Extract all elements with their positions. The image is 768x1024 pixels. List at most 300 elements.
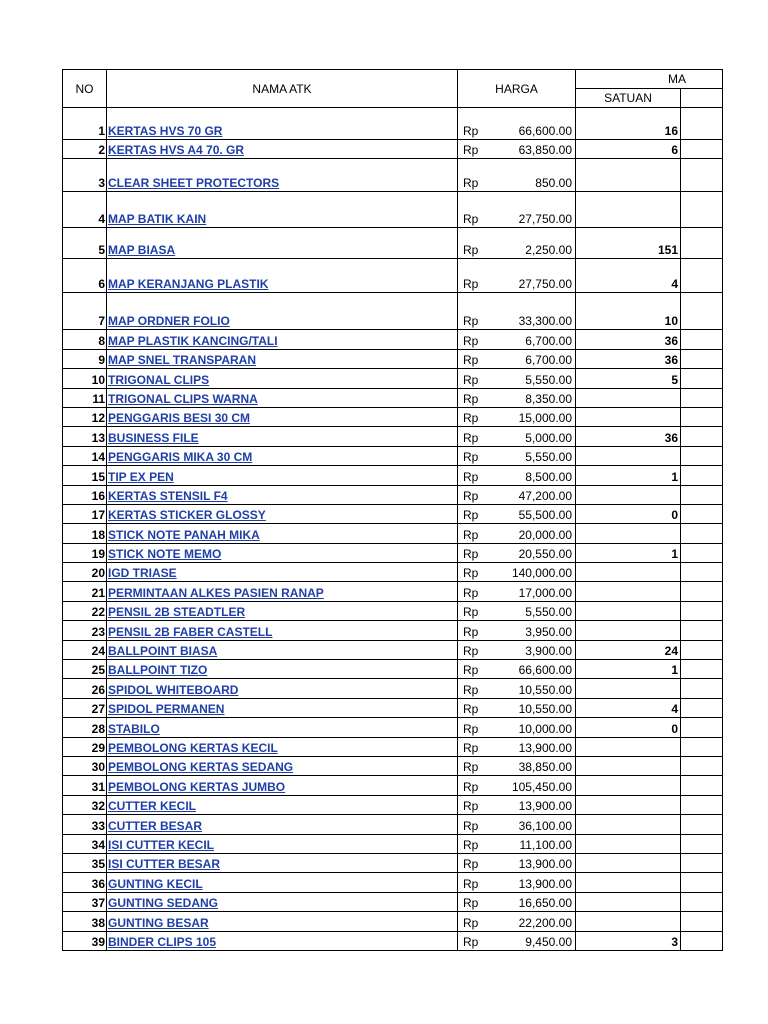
price-cell (458, 912, 576, 931)
table-row (63, 640, 723, 659)
currency-label: Rp (463, 721, 479, 736)
price-cell (458, 108, 576, 140)
satuan-cell (576, 815, 681, 834)
price-value: 13,900.00 (518, 799, 572, 814)
table-row (63, 349, 723, 368)
price-cell (458, 640, 576, 659)
table-row (63, 108, 723, 140)
price-value: 20,000.00 (518, 527, 572, 542)
atk-price-table (62, 69, 723, 951)
currency-label: Rp (463, 644, 479, 659)
price-value: 5,000.00 (525, 430, 572, 445)
price-value: 27,750.00 (518, 277, 572, 292)
currency-label: Rp (463, 837, 479, 852)
price-value: 16,650.00 (518, 896, 572, 911)
item-name-cell (107, 640, 458, 659)
price-cell (458, 698, 576, 717)
table-row (63, 446, 723, 465)
item-name-cell (107, 737, 458, 756)
price-value: 15,000.00 (518, 411, 572, 426)
price-value: 17,000.00 (518, 585, 572, 600)
currency-label: Rp (463, 566, 479, 581)
price-cell (458, 815, 576, 834)
item-name-cell (107, 931, 458, 950)
extra-cell (681, 543, 723, 562)
row-number: 15 (63, 466, 107, 485)
item-name-cell (107, 660, 458, 679)
price-cell (458, 485, 576, 504)
table-row (63, 873, 723, 892)
currency-label: Rp (463, 547, 479, 562)
item-name-link[interactable]: PENGGARIS MIKA 30 CM (108, 450, 253, 465)
item-name-cell (107, 407, 458, 426)
satuan-cell (576, 912, 681, 931)
item-name-link[interactable]: STICK NOTE PANAH MIKA (108, 527, 260, 542)
satuan-cell: 0 (576, 504, 681, 523)
price-cell (458, 504, 576, 523)
row-number: 6 (63, 259, 107, 293)
item-name-cell (107, 834, 458, 853)
price-value: 9,450.00 (525, 934, 572, 949)
satuan-cell: 36 (576, 330, 681, 349)
price-cell (458, 427, 576, 446)
price-cell (458, 446, 576, 465)
satuan-cell: 16 (576, 108, 681, 140)
satuan-cell: 24 (576, 640, 681, 659)
currency-label: Rp (463, 314, 479, 329)
row-number: 12 (63, 407, 107, 426)
item-name-link[interactable]: STABILO (108, 721, 160, 736)
table-row (63, 504, 723, 523)
satuan-cell: 6 (576, 140, 681, 159)
row-number: 23 (63, 621, 107, 640)
price-cell (458, 756, 576, 775)
satuan-cell: 36 (576, 349, 681, 368)
extra-cell (681, 349, 723, 368)
item-name-link[interactable]: KERTAS HVS A4 70. GR (108, 143, 245, 158)
extra-cell (681, 504, 723, 523)
currency-label: Rp (463, 818, 479, 833)
row-number: 37 (63, 892, 107, 911)
price-value: 140,000.00 (511, 566, 572, 581)
extra-cell (681, 853, 723, 872)
satuan-cell (576, 446, 681, 465)
item-name-cell (107, 369, 458, 388)
currency-label: Rp (463, 682, 479, 697)
price-cell (458, 718, 576, 737)
row-number: 4 (63, 192, 107, 228)
currency-label: Rp (463, 760, 479, 775)
price-value: 3,900.00 (525, 644, 572, 659)
item-name-link[interactable]: MAP BIASA (108, 243, 176, 258)
extra-cell (681, 293, 723, 330)
table-row (63, 228, 723, 259)
item-name-cell (107, 621, 458, 640)
row-number: 20 (63, 563, 107, 582)
price-value: 10,000.00 (518, 721, 572, 736)
satuan-cell (576, 776, 681, 795)
satuan-cell: 151 (576, 228, 681, 259)
satuan-cell: 36 (576, 427, 681, 446)
currency-label: Rp (463, 702, 479, 717)
table-row (63, 563, 723, 582)
currency-label: Rp (463, 469, 479, 484)
price-cell (458, 369, 576, 388)
item-name-link[interactable]: MAP PLASTIK KANCING/TALI (108, 333, 278, 348)
price-cell (458, 543, 576, 562)
item-name-link[interactable]: GUNTING BESAR (108, 915, 209, 930)
satuan-cell (576, 873, 681, 892)
currency-label: Rp (463, 488, 479, 503)
price-value: 33,300.00 (518, 314, 572, 329)
header-row-1 (63, 70, 723, 89)
item-name-cell (107, 259, 458, 293)
currency-label: Rp (463, 527, 479, 542)
item-name-cell (107, 776, 458, 795)
satuan-cell (576, 485, 681, 504)
item-name-cell (107, 108, 458, 140)
price-value: 66,600.00 (518, 124, 572, 138)
price-cell (458, 466, 576, 485)
currency-label: Rp (463, 124, 479, 138)
item-name-link[interactable]: CUTTER KECIL (108, 799, 196, 814)
currency-label: Rp (463, 585, 479, 600)
header-group: MA (576, 70, 723, 89)
item-name-link[interactable]: CLEAR SHEET PROTECTORS (108, 176, 280, 191)
price-cell (458, 892, 576, 911)
extra-cell (681, 228, 723, 259)
row-number: 9 (63, 349, 107, 368)
table-row (63, 427, 723, 446)
table-row (63, 369, 723, 388)
price-value: 10,550.00 (518, 682, 572, 697)
item-name-link[interactable]: KERTAS STICKER GLOSSY (108, 508, 266, 523)
satuan-cell (576, 679, 681, 698)
currency-label: Rp (463, 450, 479, 465)
table-row (63, 621, 723, 640)
row-number: 24 (63, 640, 107, 659)
currency-label: Rp (463, 372, 479, 387)
item-name-link[interactable]: BINDER CLIPS 105 (108, 934, 217, 949)
currency-label: Rp (463, 143, 479, 158)
item-name-link[interactable]: IGD TRIASE (108, 566, 177, 581)
price-value: 850.00 (535, 176, 572, 191)
table-row (63, 192, 723, 228)
item-name-link[interactable]: BUSINESS FILE (108, 430, 199, 445)
table-row (63, 698, 723, 717)
item-name-link[interactable]: KERTAS HVS 70 GR (108, 124, 223, 138)
price-cell (458, 931, 576, 950)
extra-cell (681, 446, 723, 465)
item-name-link[interactable]: CUTTER BESAR (108, 818, 203, 833)
currency-label: Rp (463, 896, 479, 911)
price-value: 13,900.00 (518, 740, 572, 755)
table-row (63, 776, 723, 795)
extra-cell (681, 140, 723, 159)
currency-label: Rp (463, 934, 479, 949)
row-number: 7 (63, 293, 107, 330)
item-name-cell (107, 912, 458, 931)
extra-cell (681, 892, 723, 911)
currency-label: Rp (463, 212, 479, 227)
extra-cell (681, 931, 723, 950)
price-cell (458, 192, 576, 228)
extra-cell (681, 660, 723, 679)
item-name-link[interactable]: TRIGONAL CLIPS WARNA (108, 391, 258, 406)
extra-cell (681, 718, 723, 737)
currency-label: Rp (463, 430, 479, 445)
item-name-link[interactable]: KERTAS STENSIL F4 (108, 488, 228, 503)
table-row (63, 737, 723, 756)
item-name-link[interactable]: SPIDOL PERMANEN (108, 702, 225, 717)
item-name-cell (107, 815, 458, 834)
price-cell (458, 293, 576, 330)
satuan-cell: 1 (576, 660, 681, 679)
item-name-link[interactable]: MAP ORDNER FOLIO (108, 314, 230, 329)
satuan-cell (576, 388, 681, 407)
table-row (63, 466, 723, 485)
satuan-cell (576, 563, 681, 582)
satuan-cell (576, 621, 681, 640)
satuan-cell: 1 (576, 466, 681, 485)
row-number: 8 (63, 330, 107, 349)
table-row (63, 407, 723, 426)
item-name-link[interactable]: PEMBOLONG KERTAS SEDANG (108, 760, 294, 775)
row-number: 2 (63, 140, 107, 159)
table-row (63, 718, 723, 737)
item-name-link[interactable]: MAP KERANJANG PLASTIK (108, 277, 269, 292)
table-row (63, 853, 723, 872)
item-name-cell (107, 228, 458, 259)
table-row (63, 815, 723, 834)
row-number: 39 (63, 931, 107, 950)
row-number: 35 (63, 853, 107, 872)
item-name-cell (107, 679, 458, 698)
satuan-cell (576, 407, 681, 426)
row-number: 22 (63, 601, 107, 620)
price-value: 2,250.00 (525, 243, 572, 258)
extra-cell (681, 834, 723, 853)
price-cell (458, 776, 576, 795)
price-value: 3,950.00 (525, 624, 572, 639)
row-number: 28 (63, 718, 107, 737)
satuan-cell (576, 524, 681, 543)
item-name-cell (107, 349, 458, 368)
item-name-cell (107, 853, 458, 872)
extra-cell (681, 873, 723, 892)
item-name-cell (107, 698, 458, 717)
row-number: 32 (63, 795, 107, 814)
row-number: 16 (63, 485, 107, 504)
extra-cell (681, 485, 723, 504)
table-row (63, 834, 723, 853)
extra-cell (681, 776, 723, 795)
row-number: 14 (63, 446, 107, 465)
price-cell (458, 582, 576, 601)
extra-cell (681, 466, 723, 485)
extra-cell (681, 815, 723, 834)
currency-label: Rp (463, 391, 479, 406)
satuan-cell: 0 (576, 718, 681, 737)
price-cell (458, 834, 576, 853)
currency-label: Rp (463, 411, 479, 426)
price-value: 38,850.00 (518, 760, 572, 775)
price-cell (458, 795, 576, 814)
item-name-link[interactable]: PEMBOLONG KERTAS JUMBO (108, 779, 286, 794)
extra-cell (681, 621, 723, 640)
item-name-cell (107, 330, 458, 349)
item-name-cell (107, 795, 458, 814)
extra-cell (681, 582, 723, 601)
row-number: 11 (63, 388, 107, 407)
price-value: 10,550.00 (518, 702, 572, 717)
header-harga: HARGA (458, 70, 576, 108)
row-number: 3 (63, 159, 107, 192)
table-row (63, 931, 723, 950)
row-number: 34 (63, 834, 107, 853)
satuan-cell (576, 853, 681, 872)
item-name-link[interactable]: MAP SNEL TRANSPARAN (108, 353, 257, 368)
item-name-cell (107, 446, 458, 465)
item-name-link[interactable]: GUNTING SEDANG (108, 896, 219, 911)
currency-label: Rp (463, 624, 479, 639)
item-name-cell (107, 140, 458, 159)
currency-label: Rp (463, 779, 479, 794)
price-value: 22,200.00 (518, 915, 572, 930)
table-row (63, 543, 723, 562)
satuan-cell: 1 (576, 543, 681, 562)
item-name-link[interactable]: GUNTING KECIL (108, 876, 203, 891)
extra-cell (681, 369, 723, 388)
extra-cell (681, 601, 723, 620)
table-row (63, 524, 723, 543)
price-value: 8,350.00 (525, 391, 572, 406)
extra-cell (681, 737, 723, 756)
currency-label: Rp (463, 740, 479, 755)
currency-label: Rp (463, 333, 479, 348)
currency-label: Rp (463, 605, 479, 620)
price-cell (458, 259, 576, 293)
extra-cell (681, 427, 723, 446)
row-number: 17 (63, 504, 107, 523)
currency-label: Rp (463, 353, 479, 368)
row-number: 18 (63, 524, 107, 543)
price-value: 105,450.00 (511, 779, 572, 794)
row-number: 13 (63, 427, 107, 446)
item-name-link[interactable]: BALLPOINT BIASA (108, 644, 218, 659)
currency-label: Rp (463, 915, 479, 930)
item-name-link[interactable]: ISI CUTTER BESAR (108, 857, 221, 872)
item-name-link[interactable]: PENGGARIS BESI 30 CM (108, 411, 251, 426)
price-value: 20,550.00 (518, 547, 572, 562)
item-name-link[interactable]: ISI CUTTER KECIL (108, 837, 215, 852)
item-name-link[interactable]: STICK NOTE MEMO (108, 547, 222, 562)
currency-label: Rp (463, 876, 479, 891)
price-value: 6,700.00 (525, 333, 572, 348)
price-value: 63,850.00 (518, 143, 572, 158)
item-name-cell (107, 293, 458, 330)
price-cell (458, 660, 576, 679)
item-name-link[interactable]: PEMBOLONG KERTAS KECIL (108, 740, 278, 755)
item-name-cell (107, 466, 458, 485)
item-name-link[interactable]: SPIDOL WHITEBOARD (108, 682, 239, 697)
extra-cell (681, 259, 723, 293)
satuan-cell (576, 892, 681, 911)
price-cell (458, 388, 576, 407)
item-name-cell (107, 543, 458, 562)
satuan-cell (576, 582, 681, 601)
row-number: 31 (63, 776, 107, 795)
price-cell (458, 873, 576, 892)
item-name-link[interactable]: TIP EX PEN (108, 469, 174, 484)
header-extra (681, 89, 723, 108)
row-number: 33 (63, 815, 107, 834)
table-row (63, 388, 723, 407)
price-value: 8,500.00 (525, 469, 572, 484)
price-value: 11,100.00 (519, 837, 572, 852)
satuan-cell (576, 192, 681, 228)
satuan-cell: 10 (576, 293, 681, 330)
row-number: 26 (63, 679, 107, 698)
row-number: 25 (63, 660, 107, 679)
satuan-cell (576, 834, 681, 853)
header-no: NO (63, 70, 107, 108)
table-row (63, 679, 723, 698)
table-row (63, 912, 723, 931)
currency-label: Rp (463, 176, 479, 191)
price-cell (458, 563, 576, 582)
price-value: 66,600.00 (518, 663, 572, 678)
table-row (63, 293, 723, 330)
item-name-cell (107, 427, 458, 446)
item-name-cell (107, 873, 458, 892)
extra-cell (681, 756, 723, 775)
table-row (63, 140, 723, 159)
item-name-link[interactable]: TRIGONAL CLIPS (108, 372, 210, 387)
price-cell (458, 140, 576, 159)
row-number: 30 (63, 756, 107, 775)
item-name-link[interactable]: MAP BATIK KAIN (108, 212, 207, 227)
price-cell (458, 407, 576, 426)
price-value: 47,200.00 (518, 488, 572, 503)
price-cell (458, 228, 576, 259)
header-nama-atk: NAMA ATK (107, 70, 458, 108)
item-name-link[interactable]: BALLPOINT TIZO (108, 663, 208, 678)
table-row (63, 485, 723, 504)
extra-cell (681, 159, 723, 192)
item-name-cell (107, 718, 458, 737)
item-name-link[interactable]: PENSIL 2B FABER CASTELL (108, 624, 273, 639)
extra-cell (681, 407, 723, 426)
table-row (63, 795, 723, 814)
price-value: 5,550.00 (525, 450, 572, 465)
row-number: 27 (63, 698, 107, 717)
extra-cell (681, 388, 723, 407)
row-number: 21 (63, 582, 107, 601)
header-satuan: SATUAN (576, 89, 681, 108)
row-number: 29 (63, 737, 107, 756)
table-row (63, 259, 723, 293)
table-row (63, 330, 723, 349)
item-name-link[interactable]: PENSIL 2B STEADTLER (108, 605, 246, 620)
item-name-link[interactable]: PERMINTAAN ALKES PASIEN RANAP (108, 585, 324, 600)
price-cell (458, 737, 576, 756)
extra-cell (681, 330, 723, 349)
table-row (63, 892, 723, 911)
price-cell (458, 601, 576, 620)
table-row (63, 660, 723, 679)
price-cell (458, 159, 576, 192)
